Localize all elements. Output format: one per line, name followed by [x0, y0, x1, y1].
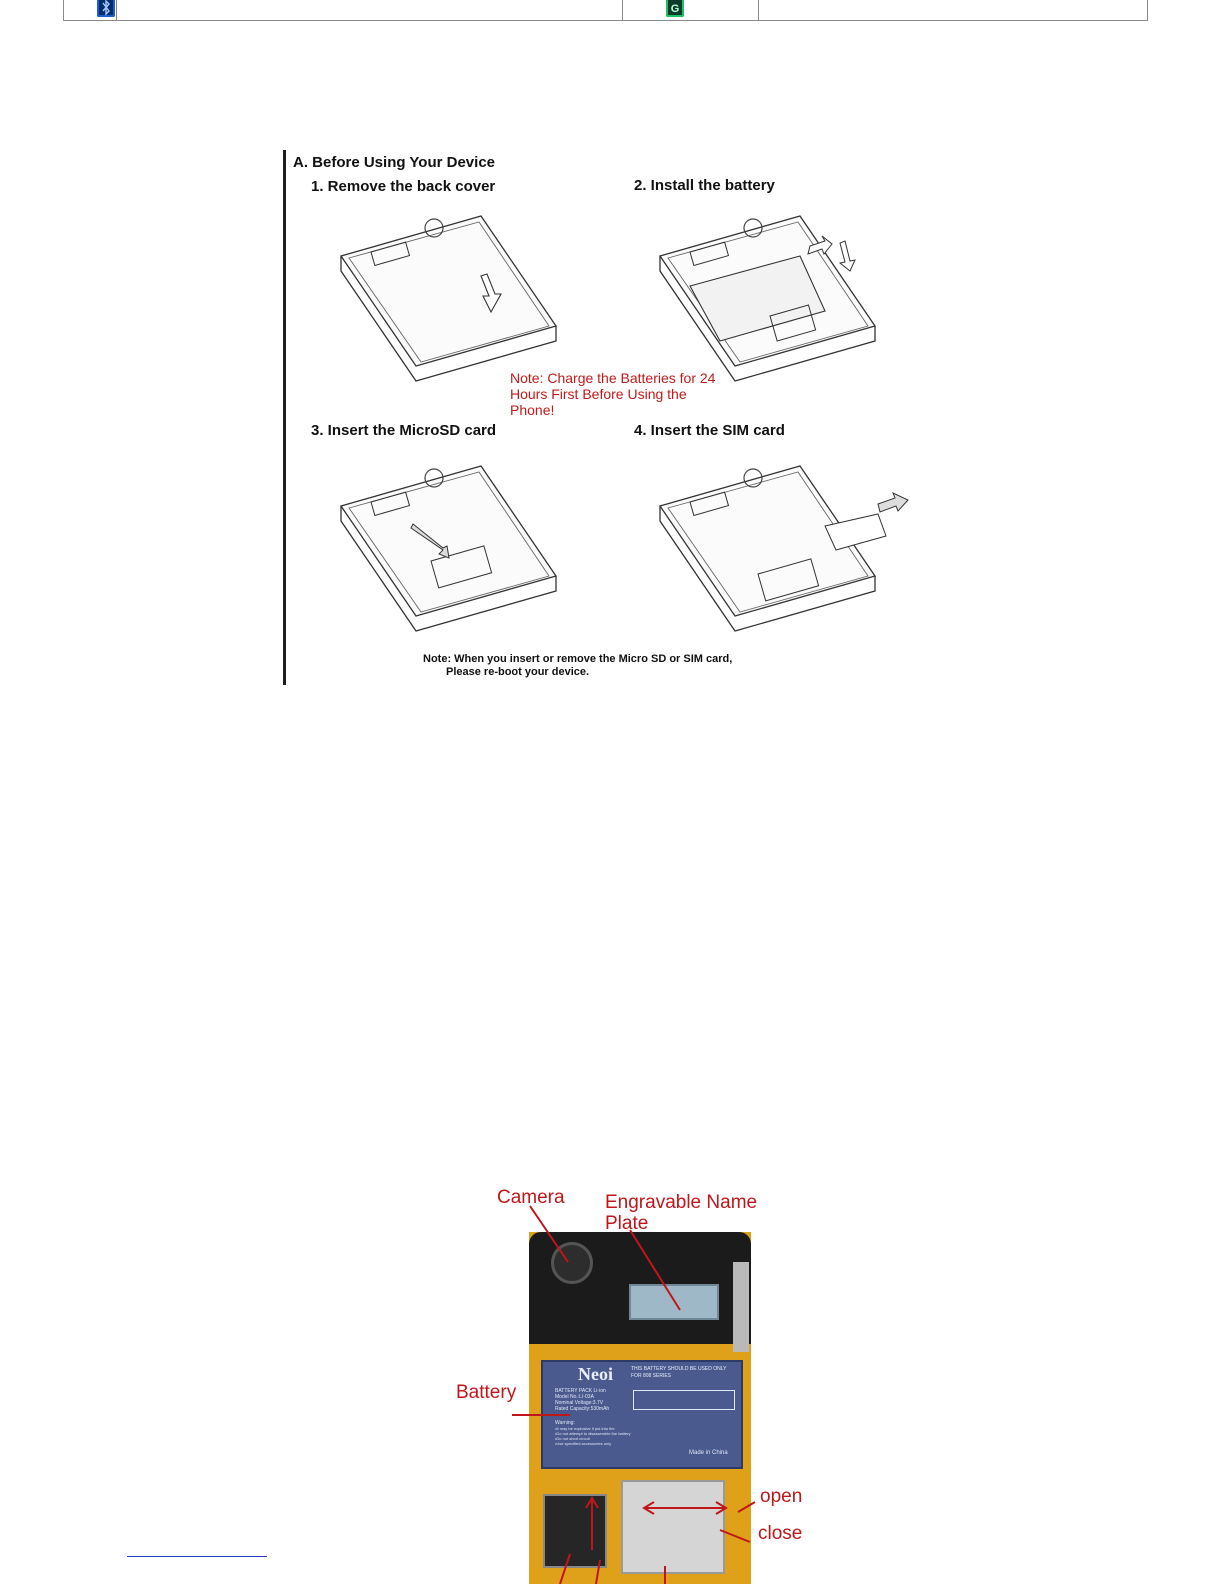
- open-label: open: [760, 1486, 803, 1507]
- figure-heading: A. Before Using Your Device: [293, 154, 496, 171]
- battery-label: Battery: [456, 1382, 517, 1403]
- step-4-label: 4. Insert the SIM card: [634, 422, 785, 439]
- camera-label: Camera: [497, 1187, 565, 1208]
- reboot-note-line2: Please re-boot your device.: [446, 666, 590, 678]
- gprs-g-icon: [666, 0, 684, 17]
- battery-capacity: Rated Capacity:530mAh: [555, 1406, 610, 1412]
- battery-voltage: Nominal Voltage:3.7V: [555, 1400, 604, 1406]
- step-3-label: 3. Insert the MicroSD card: [311, 422, 497, 439]
- battery-brand: Neoi: [578, 1364, 613, 1384]
- battery-warning-title: Warning:: [555, 1420, 575, 1426]
- phone-microsd-drawing: [341, 466, 556, 631]
- table-divider: [622, 0, 623, 20]
- step-2-label: 2. Install the battery: [634, 177, 775, 194]
- table-divider: [116, 0, 117, 20]
- charge-note: Note: Charge the Batteries for 24 Hours First Before Using the Phone!: [510, 370, 716, 418]
- battery-made-in: Made in China: [689, 1450, 728, 1456]
- reboot-note-line1: Note: When you insert or remove the Micro SD or SIM card,: [423, 653, 733, 665]
- footer-link-underline[interactable]: [127, 1556, 267, 1557]
- phone-back-cover-drawing: [341, 216, 556, 381]
- svg-text:G: G: [670, 3, 680, 15]
- close-label: close: [758, 1523, 803, 1544]
- phone-sim-drawing: [660, 466, 908, 631]
- battery-warning-4: •Use specified accessories only: [555, 1441, 612, 1446]
- battery-warning-1: •It may be explosive if put into fire: [555, 1426, 615, 1431]
- name-plate-label-line2: Plate: [605, 1213, 649, 1234]
- device-setup-figure: [283, 150, 923, 685]
- table-divider: [758, 0, 759, 20]
- battery-warning-2: •Do not attempt to disassemble the battery: [555, 1431, 631, 1436]
- bluetooth-icon: [97, 0, 115, 17]
- battery-model: Model No.:LI-03A: [555, 1394, 594, 1400]
- phone-battery-drawing: [660, 216, 875, 381]
- spec-table-row: [63, 0, 1148, 21]
- battery-warning-3: •Do not short circuit: [555, 1436, 590, 1441]
- battery-warning-top: THIS BATTERY SHOULD BE USED ONLY FOR 808 SERIES: [631, 1366, 727, 1379]
- name-plate-label-line1: Engravable Name: [605, 1192, 758, 1213]
- step-1-label: 1. Remove the back cover: [311, 178, 496, 195]
- battery-pack-type: BATTERY PACK Li-ion: [555, 1388, 606, 1394]
